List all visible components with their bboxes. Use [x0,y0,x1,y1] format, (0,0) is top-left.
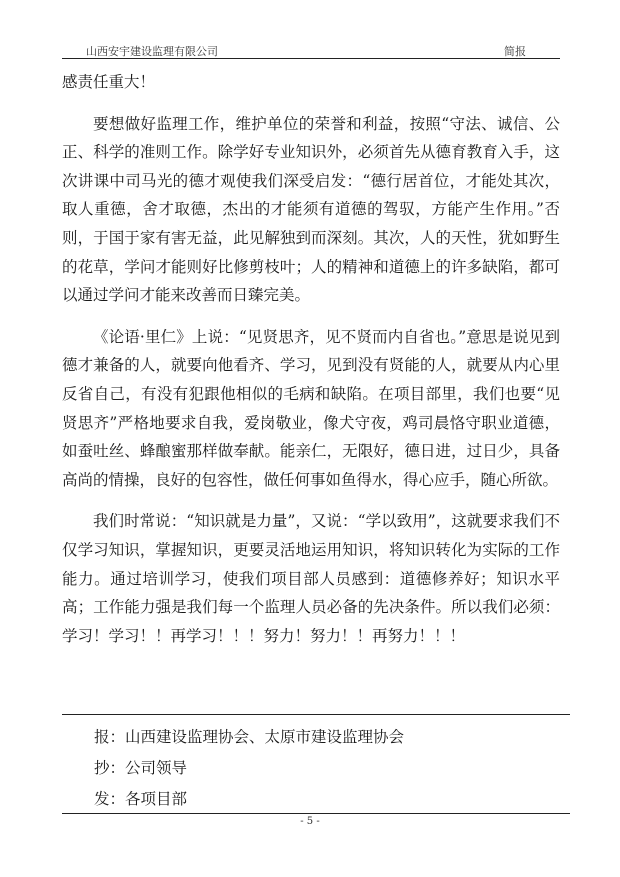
paragraph-continuation: 感责任重大！ [62,73,156,91]
page-header [86,40,548,60]
distribution-top-divider [62,714,570,715]
distribution-send-to: 发：各项目部 [94,790,188,808]
distribution-copy-to: 抄：公司领导 [94,759,188,777]
paragraph-knowledge: 我们时常说：“知识就是力量”，又说：“学以致用”，这就要求我们不仅学习知识，掌握知识，更要灵活地运用知识，将知识转化为实际的工作能力。通过培训学习，使我们项目部人员感到：道德修养好；知识水平高；工作能力强是我们每一个监理人员必备的先决条件。所以我们必须：学习！学习！！再学习！！！努力！努力！！再努力！！！ [62,512,560,645]
header-document-type: 简报 [504,45,526,58]
paragraph-ethics: 要想做好监理工作，维护单位的荣誉和利益，按照“守法、诚信、公正、科学的准则工作。除学好专业知识外，必须首先从德育教育入手，这次讲课中司马光的德才观使我们深受启发：“德行居首位，才能处其次，取人重德，舍才取德，杰出的才能须有道德的驾驭，方能产生作用。”否则，于国于家有害无益，此见解独到而深刻。其次，人的天性，犹如野生的花草，学问才能则好比修剪枝叶；人的精神和道德上的许多缺陷，都可以通过学问才能来改善而日臻完美。 [62,114,560,305]
body-text [62,68,560,650]
distribution-bottom-divider [62,813,570,814]
distribution-list [94,722,554,815]
header-divider [62,58,560,59]
paragraph-analects: 《论语·里仁》上说：“见贤思齐，见不贤而内自省也。”意思是说见到德才兼备的人，就要向他看齐、学习，见到没有贤能的人，就要从内心里反省自己，有没有犯跟他相似的毛病和缺陷。在项目部里，我们也要“见贤思齐”严格地要求自我，爱岗敬业，像犬守夜，鸡司晨恪守职业道德，如蚕吐丝、蜂酿蜜那样做奉献。能亲仁，无限好，德日进，过日少，具备高尚的情操，良好的包容性，做任何事如鱼得水，得心应手，随心所欲。 [62,327,560,489]
distribution-report-to: 报：山西建设监理协会、太原市建设监理协会 [94,728,405,746]
page-number: - 5 - [300,816,320,827]
header-company-name: 山西安宇建设监理有限公司 [86,45,218,58]
